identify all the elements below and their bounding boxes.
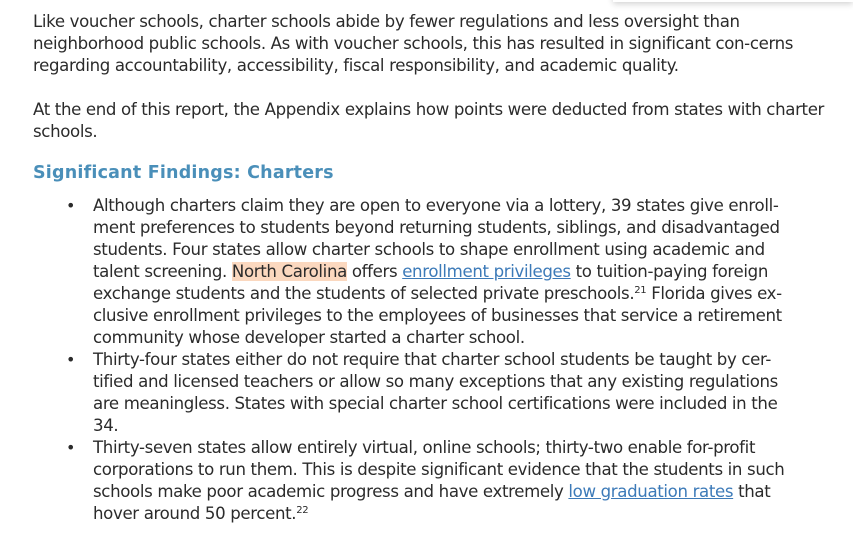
item-text: Thirty-four states either do not require that charter school students be taught by cer-tified and licensed teachers or allow so many exceptions that any existing regulations are meaningless. States with special charter school certifications were included in the 34. — [93, 350, 778, 435]
bullet-icon: • — [66, 350, 76, 369]
item-text: to tuition-paying foreign exchange students and the students of selected private preschools. — [93, 262, 768, 303]
findings-list — [33, 195, 833, 525]
highlighted-text[interactable]: North Carolina — [231, 262, 347, 281]
item-text: offers — [346, 262, 403, 281]
list-item — [66, 437, 793, 525]
section-heading: Significant Findings: Charters — [33, 163, 334, 183]
item-text: Florida gives ex-clusive enrollment privileges to the employees of businesses that service a retirement community whose developer started a charter school. — [93, 284, 782, 347]
enrollment-privileges-link[interactable]: enrollment privileges — [402, 262, 571, 281]
item-text: Although charters claim they are open to everyone via a lottery, 39 states give enroll-ment preferences to students beyond returning students, siblings, and disadvantaged students. Four states allow charter schools to shape enrollment using academic and talent screening. — [93, 196, 780, 281]
bullet-icon: • — [66, 438, 76, 457]
item-text: that hover around 50 percent. — [93, 482, 771, 523]
appendix-paragraph: At the end of this report, the Appendix explains how points were deducted from states with charter schools. — [33, 100, 825, 141]
low-graduation-rates-link[interactable]: low graduation rates — [568, 482, 734, 501]
item-text: Thirty-seven states allow entirely virtual, online schools; thirty-two enable for-profit corporations to run them. This is despite significant evidence that the students in such schools make poor academic progress and have extremely — [93, 438, 785, 501]
list-item — [66, 349, 793, 437]
document-body — [33, 11, 833, 525]
overlay-panel-edge — [613, 0, 853, 2]
list-item — [66, 195, 793, 349]
bullet-icon: • — [66, 196, 76, 215]
footnote-ref: 21 — [634, 285, 647, 296]
intro-paragraph: Like voucher schools, charter schools abide by fewer regulations and less oversight than neighborhood public schools. As with voucher schools, this has resulted in significant con-cerns regarding accountability, accessibility, fiscal responsibility, and academic quality. — [33, 12, 794, 75]
footnote-ref: 22 — [296, 505, 309, 516]
